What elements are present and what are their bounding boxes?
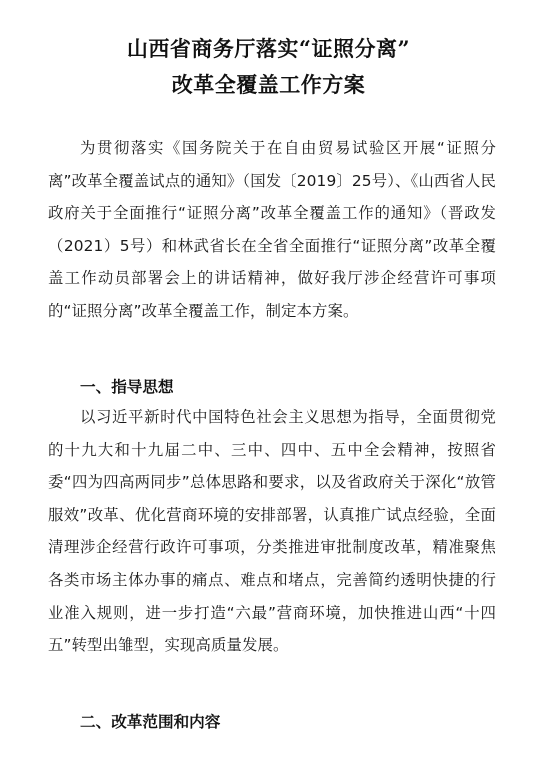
document-title-line2: 改革全覆盖工作方案 — [171, 72, 366, 97]
document-title-line1: 山西省商务厅落实“证照分离” — [126, 36, 411, 61]
intro-paragraph: 为贯彻落实《国务院关于在自由贸易试验区开展“证照分离”改革全覆盖试点的通知》（国发〔2019〕25号）、《山西省人民政府关于全面推行“证照分离”改革全覆盖工作的通知》（晋政发（2021）5号）和林武省长在全省全面推行“证照分离”改革全覆盖工作动员部署会上的讲话精神，做好我厅涉企经营许可事项的“证照分离”改革全覆盖工作，制定本方案。 — [48, 139, 496, 320]
section-heading-guiding-ideology: 一、指导思想 — [80, 378, 174, 396]
guiding-ideology-paragraph: 以习近平新时代中国特色社会主义思想为指导，全面贯彻党的十九大和十九届二中、三中、四中、五中全会精神，按照省委“四为四高两同步”总体思路和要求，以及省政府关于深化“放管服效”改革、优化营商环境的安排部署，认真推广试点经验，全面清理涉企经营行政许可事项，分类推进审批制度改革，精准聚焦各类市场主体办事的痛点、难点和堵点，完善简约透明快捷的行业准入规则，进一步打造“六最”营商环境，加快推进山西“十四五”转型出雏型，实现高质量发展。 — [48, 408, 496, 655]
section-heading-reform-scope: 二、改革范围和内容 — [80, 713, 221, 731]
